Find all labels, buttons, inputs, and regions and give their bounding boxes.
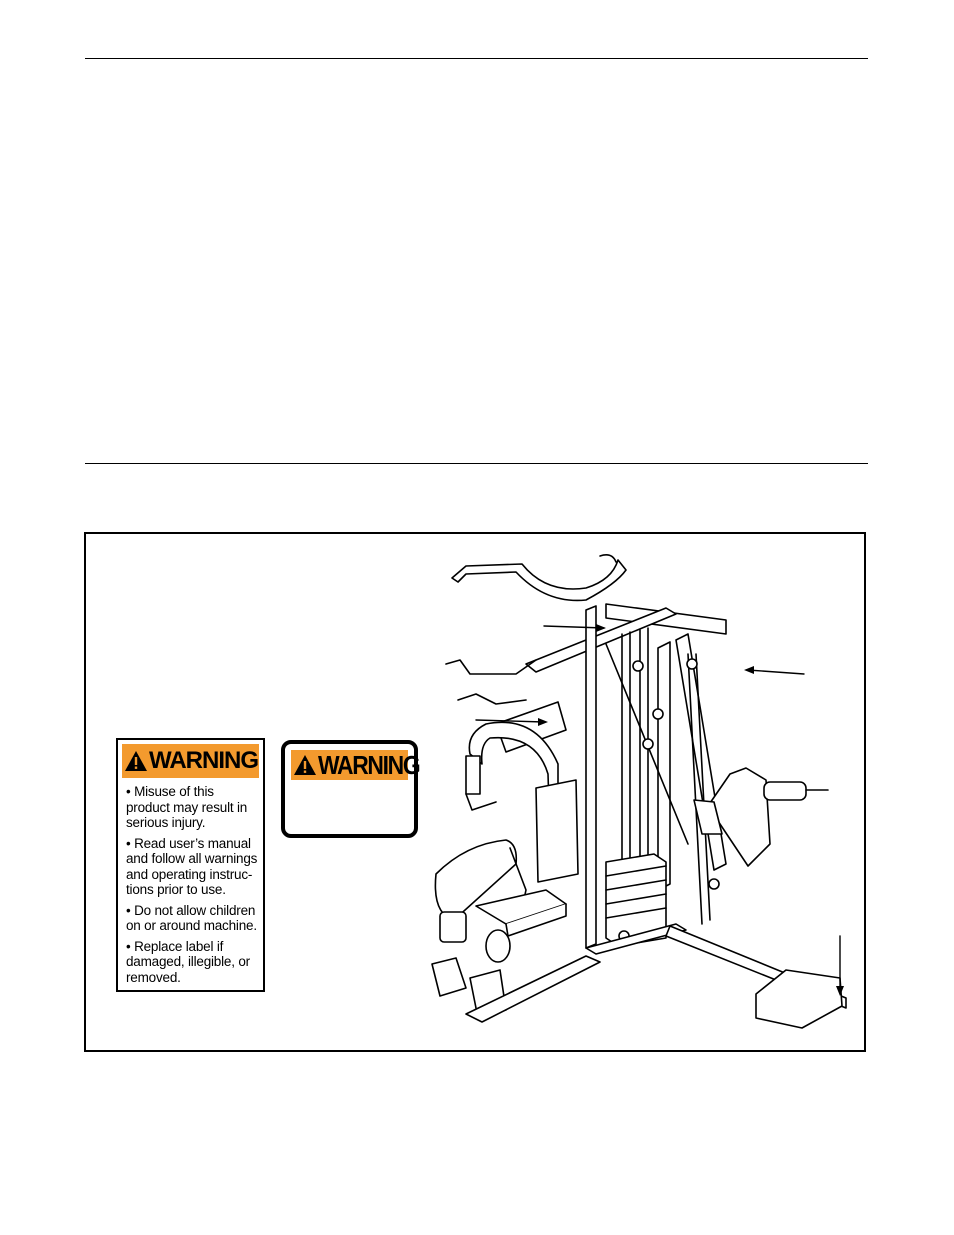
warning-bullet: • Replace label if damaged, illegible, or removed. xyxy=(126,938,250,985)
warning-label-small xyxy=(281,740,418,838)
warning-label-figure xyxy=(84,532,866,1052)
warning-bullet: • Do not allow children on or around machine. xyxy=(126,902,257,933)
warning-bullet: • Misuse of this product may result in serious injury. xyxy=(126,784,248,830)
warning-header xyxy=(122,744,259,778)
warning-bullet-list xyxy=(126,784,259,985)
section-rule xyxy=(85,463,868,464)
top-rule xyxy=(85,58,868,59)
warning-bullet: • Read user’s manual and follow all warnings and operating instruc-tions prior to use. xyxy=(126,835,258,897)
warning-header xyxy=(291,750,420,780)
warning-heading: WARNING xyxy=(318,750,420,780)
warning-triangle-icon xyxy=(293,754,317,776)
home-gym-machine-illustration xyxy=(426,544,856,1044)
warning-heading: WARNING xyxy=(149,747,258,774)
warning-triangle-icon xyxy=(124,750,148,772)
warning-label-large xyxy=(116,738,265,992)
